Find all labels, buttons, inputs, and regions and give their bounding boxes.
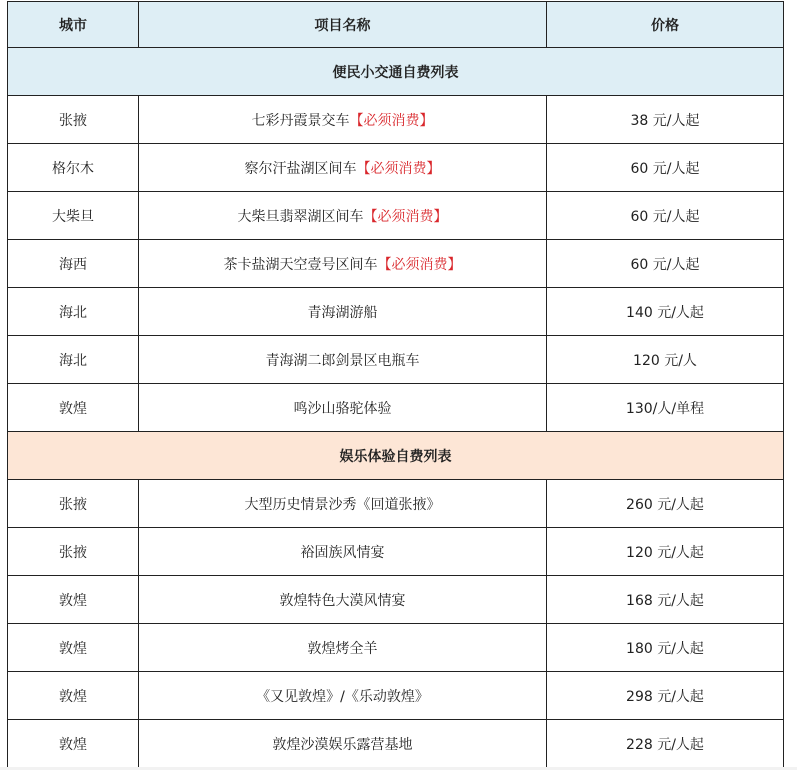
cell-price: 60 元/人起 (547, 192, 784, 240)
table-row (8, 384, 784, 432)
item-name: 裕固族风情宴 (300, 544, 385, 561)
cell-item (139, 576, 547, 624)
cell-price: 298 元/人起 (547, 672, 784, 720)
cell-item (139, 384, 547, 432)
item-name: 敦煌特色大漠风情宴 (279, 592, 406, 609)
table-row (8, 336, 784, 384)
cell-city: 敦煌 (8, 384, 139, 432)
item-name: 茶卡盐湖天空壹号区间车 (223, 256, 378, 273)
cell-city: 敦煌 (8, 720, 139, 768)
cell-price: 130/人/单程 (547, 384, 784, 432)
required-note: 【必须消费】 (349, 112, 434, 129)
item-name: 察尔汗盐湖区间车 (244, 160, 357, 177)
item-name: 大型历史情景沙秀《回道张掖》 (244, 496, 441, 513)
item-name: 大柴旦翡翠湖区间车 (237, 208, 364, 225)
cell-item (139, 336, 547, 384)
header-price: 价格 (547, 2, 784, 48)
self-pay-table (7, 1, 784, 768)
cell-item (139, 480, 547, 528)
cell-city: 海北 (8, 288, 139, 336)
required-note: 【必须消费】 (363, 208, 448, 225)
table-row (8, 240, 784, 288)
item-name: 《又见敦煌》/《乐动敦煌》 (256, 688, 429, 705)
item-name: 青海湖游船 (307, 304, 378, 321)
cell-price: 228 元/人起 (547, 720, 784, 768)
cell-price: 180 元/人起 (547, 624, 784, 672)
cell-city: 敦煌 (8, 624, 139, 672)
header-item: 项目名称 (139, 2, 547, 48)
item-name: 敦煌烤全羊 (307, 640, 378, 657)
cell-city: 张掖 (8, 480, 139, 528)
table-row (8, 144, 784, 192)
cell-city: 海北 (8, 336, 139, 384)
cell-item (139, 240, 547, 288)
cell-item (139, 672, 547, 720)
table-row (8, 720, 784, 768)
cell-city: 张掖 (8, 96, 139, 144)
item-name: 鸣沙山骆驼体验 (293, 400, 392, 417)
table-body (8, 48, 784, 768)
header-city: 城市 (8, 2, 139, 48)
section-title: 娱乐体验自费列表 (8, 432, 784, 480)
item-name: 敦煌沙漠娱乐露营基地 (272, 736, 413, 753)
table-row (8, 288, 784, 336)
table-row (8, 480, 784, 528)
item-name: 七彩丹霞景交车 (251, 112, 350, 129)
item-name: 青海湖二郎剑景区电瓶车 (265, 352, 420, 369)
cell-item (139, 624, 547, 672)
table-row (8, 624, 784, 672)
cell-price: 120 元/人 (547, 336, 784, 384)
cell-city: 大柴旦 (8, 192, 139, 240)
cell-price: 140 元/人起 (547, 288, 784, 336)
cell-item (139, 288, 547, 336)
cell-item (139, 720, 547, 768)
cell-item (139, 528, 547, 576)
cell-price: 38 元/人起 (547, 96, 784, 144)
cell-price: 60 元/人起 (547, 240, 784, 288)
cell-city: 海西 (8, 240, 139, 288)
cell-price: 60 元/人起 (547, 144, 784, 192)
cell-price: 120 元/人起 (547, 528, 784, 576)
cell-city: 格尔木 (8, 144, 139, 192)
cell-item (139, 96, 547, 144)
table-row (8, 528, 784, 576)
required-note: 【必须消费】 (377, 256, 462, 273)
table-header-row (8, 2, 784, 48)
table-row (8, 672, 784, 720)
table-row (8, 576, 784, 624)
cell-item (139, 192, 547, 240)
cell-city: 敦煌 (8, 672, 139, 720)
section-header-row (8, 48, 784, 96)
cell-price: 168 元/人起 (547, 576, 784, 624)
cell-city: 敦煌 (8, 576, 139, 624)
section-title: 便民小交通自费列表 (8, 48, 784, 96)
cell-city: 张掖 (8, 528, 139, 576)
section-header-row (8, 432, 784, 480)
cell-item (139, 144, 547, 192)
table-row (8, 192, 784, 240)
required-note: 【必须消费】 (356, 160, 441, 177)
cell-price: 260 元/人起 (547, 480, 784, 528)
table-row (8, 96, 784, 144)
